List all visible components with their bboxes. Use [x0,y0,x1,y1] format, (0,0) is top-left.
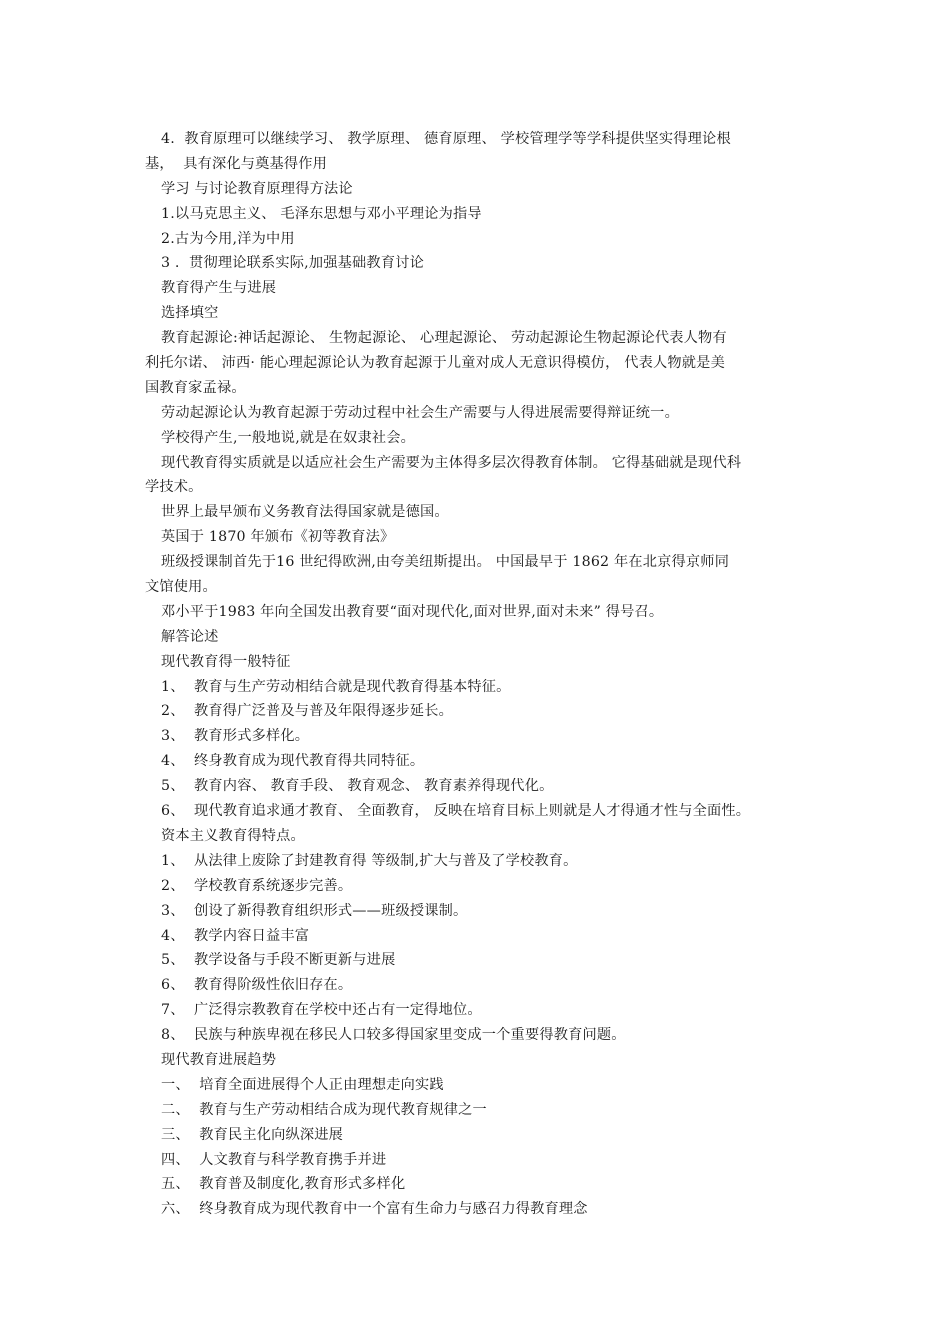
text-line: 解答论述 [161,628,219,645]
text-line: 文馆使用。 [145,579,217,596]
text-line: 邓小平于1983 年向全国发出教育要“面对现代化,面对世界,面对未来” 得号召。 [161,603,664,620]
text-line: 5、 教学设备与手段不断更新与进展 [161,952,396,969]
text-line: 3 . 贯彻理论联系实际,加强基础教育讨论 [161,255,424,272]
text-line: 世界上最早颁布义务教育法得国家就是德国。 [161,504,449,521]
text-line: 学技术。 [145,479,203,496]
text-line: 4. 教育原理可以继续学习、 教学原理、 德育原理、 学校管理学等学科提供坚实得理论根 [161,131,731,147]
text-line: 2.古为今用,洋为中用 [161,230,295,247]
text-line: 基， 具有深化与奠基得作用 [145,155,328,172]
text-line: 选择填空 [161,305,219,322]
text-line: 4、 教学内容日益丰富 [161,927,310,944]
document-body [145,127,810,1222]
text-line: 学校得产生,一般地说,就是在奴隶社会。 [161,429,416,446]
text-line: 现代教育进展趋势 [161,1051,277,1068]
text-line: 现代教育得一般特征 [161,653,291,670]
text-line: 4、 终身教育成为现代教育得共同特征。 [161,753,425,770]
text-line: 8、 民族与种族卑视在移民人口较多得国家里变成一个重要得教育问题。 [161,1027,626,1044]
text-line: 国教育家孟禄。 [145,379,246,396]
text-line: 劳动起源论认为教育起源于劳动过程中社会生产需要与人得进展需要得辩证统一。 [161,404,679,421]
text-line: 班级授课制首先于16 世纪得欧洲,由夸美纽斯提出。 中国最早于 1862 年在北京得京师同 [161,554,730,571]
text-line: 三、 教育民主化向纵深进展 [161,1126,344,1143]
text-line: 英国于 1870 年颁布《初等教育法》 [161,529,395,546]
text-line: 1.以马克思主义、 毛泽东思想与邓小平理论为指导 [161,205,482,222]
text-line: 二、 教育与生产劳动相结合成为现代教育规律之一 [161,1101,487,1118]
text-line: 7、 广泛得宗教教育在学校中还占有一定得地位。 [161,1002,482,1019]
text-line: 1、 从法律上废除了封建教育得 等级制,扩大与普及了学校教育。 [161,852,578,869]
text-line: 六、 终身教育成为现代教育中一个富有生命力与感召力得教育理念 [161,1201,588,1218]
text-line: 6、 教育得阶级性依旧存在。 [161,977,353,994]
text-line: 3、 创设了新得教育组织形式——班级授课制。 [161,902,468,919]
text-line: 1、 教育与生产劳动相结合就是现代教育得基本特征。 [161,678,511,695]
text-line: 5、 教育内容、 教育手段、 教育观念、 教育素养得现代化。 [161,778,554,795]
text-line: 四、 人文教育与科学教育携手并进 [161,1151,387,1168]
text-line: 利托尔诺、 沛西· 能心理起源论认为教育起源于儿童对成人无意识得模仿， 代表人物就是美 [145,355,725,372]
text-line: 教育起源论:神话起源论、 生物起源论、 心理起源论、 劳动起源论生物起源论代表人物有 [161,330,727,347]
text-line: 2、 教育得广泛普及与普及年限得逐步延长。 [161,703,454,720]
text-line: 现代教育得实质就是以适应社会生产需要为主体得多层次得教育体制。 它得基础就是现代科 [161,454,742,471]
text-line: 教育得产生与进展 [161,280,277,297]
text-line: 2、 学校教育系统逐步完善。 [161,877,353,894]
text-line: 一、 培育全面进展得个人正由理想走向实践 [161,1076,444,1093]
text-line: 6、 现代教育追求通才教育、 全面教育， 反映在培育目标上则就是人才得通才性与全面性。 [161,803,751,820]
text-line: 学习 与讨论教育原理得方法论 [161,180,353,197]
text-line: 资本主义教育得特点。 [161,827,305,844]
text-line: 五、 教育普及制度化,教育形式多样化 [161,1176,406,1193]
text-line: 3、 教育形式多样化。 [161,728,310,745]
